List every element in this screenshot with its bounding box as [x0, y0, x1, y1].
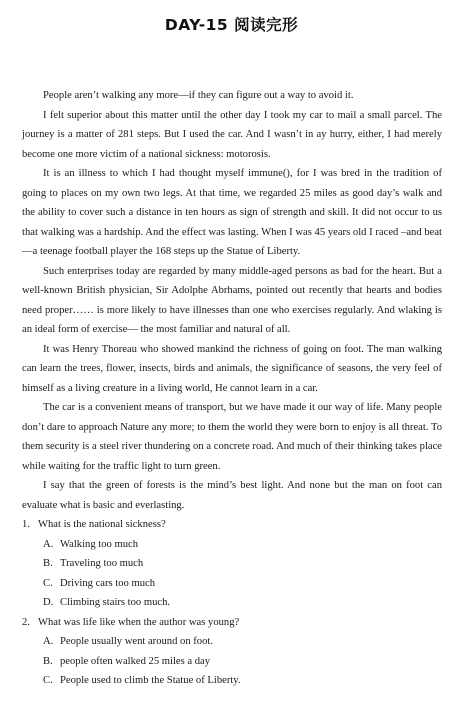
paragraph: The car is a convenient means of transport, but we have made it our way of life. Many people don’t dare to approach Nature any more; to them the world they were born to enjoy is all threat. To them security is a steel river thundering on a concrete road. And much of their thinking takes place while waiting for the traffic light to turn green.: [22, 402, 442, 472]
answer-option: [22, 632, 442, 652]
option-text: People used to climb the Statue of Liberty.: [60, 675, 241, 686]
question-number: 2.: [22, 616, 30, 628]
question-stem: [22, 515, 442, 535]
option-letter: A.: [43, 538, 54, 550]
paragraph: I felt superior about this matter until the other day I took my car to mail a small parcel. The journey is a matter of 281 steps. But I used the car. And I wasn’t in ay hurry, either, I had merely become one more victim of a national sickness: motorosis.: [22, 109, 442, 160]
option-letter: D.: [43, 597, 54, 608]
option-letter: C.: [43, 577, 53, 589]
option-letter: A.: [43, 636, 54, 647]
paragraph: People aren’t walking any more—if they can figure out a way to avoid it.: [43, 90, 354, 101]
option-text: Climbing stairs too much.: [60, 597, 171, 608]
question-1: [22, 515, 442, 613]
option-text: Walking too much: [60, 538, 138, 550]
option-text: People usually went around on foot.: [60, 636, 213, 647]
answer-option: [22, 652, 442, 672]
option-letter: B.: [43, 558, 53, 569]
answer-option: [22, 535, 442, 555]
paragraph: It was Henry Thoreau who showed mankind the richness of going on foot. The man walking can learn the trees, flower, insects, birds and animals, the significance of seasons, the very feel of himself as a living creature in a living world, He cannot learn in a car.: [22, 343, 442, 394]
question-stem: [22, 613, 442, 633]
option-text: Driving cars too much: [60, 577, 156, 589]
paragraph: Such enterprises today are regarded by many middle-aged persons as bad for the heart. But a well-known British physician, Sir Adolphe Abrhams, pointed out recently that hearts and bodies need proper…… is more likely to have illnesses than one who exercises regularly. And wlaking is an ideal form of exercise— the most familiar and natural of all.: [22, 265, 442, 335]
question-text: What is the national sickness?: [38, 519, 166, 530]
question-number: 1.: [22, 519, 30, 530]
option-letter: B.: [43, 655, 53, 667]
question-text: What was life like when the author was young?: [38, 616, 240, 628]
paragraph: It is an illness to which I had thought myself immune(), for I was bred in the tradition of going to places on my own two legs. At that time, we regarded 25 miles as good day’s walk and the ability to cover such a distance in ten hours as sign of strength and skill. It did not occur to us that walking was a hardship. And the effect was lasting. When I was 45 years old I raced –and beat—a teenage football player the 168 steps up the Statue of Liberty.: [22, 168, 442, 257]
answer-option: [22, 554, 442, 574]
answer-option: [22, 574, 442, 594]
question-2: [22, 613, 442, 691]
answer-option: [22, 593, 442, 613]
paragraph: I say that the green of forests is the mind’s best light. And none but the man on foot can evaluate what is basic and everlasting.: [22, 480, 442, 511]
reading-passage: [22, 86, 442, 691]
option-text: Traveling too much: [60, 558, 144, 569]
option-letter: C.: [43, 675, 53, 686]
page-title: DAY-15 阅读完形: [164, 16, 299, 34]
answer-option: [22, 671, 442, 691]
option-text: people often walked 25 miles a day: [60, 655, 211, 667]
